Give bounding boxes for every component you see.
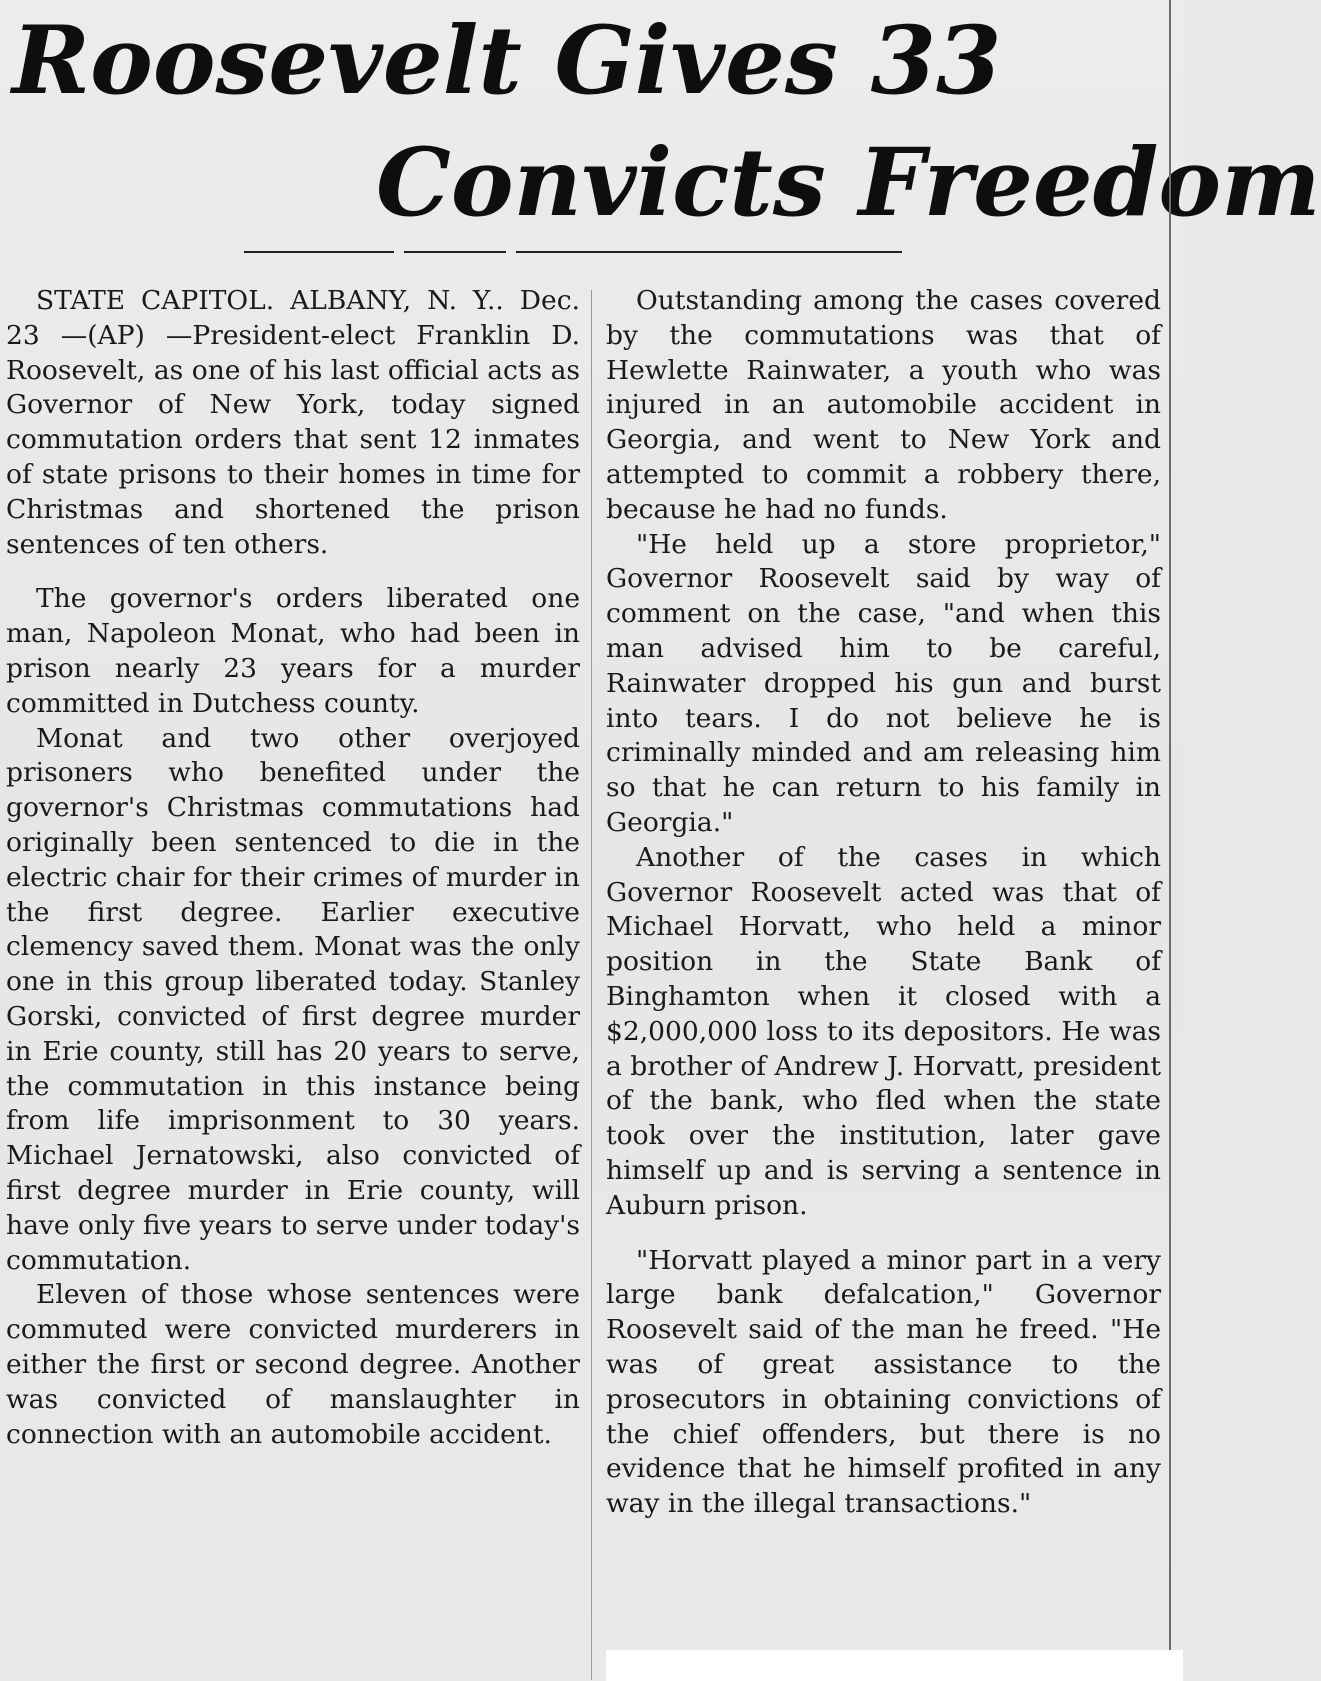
paragraph-dateline: STATE CAPITOL. ALBANY, N. Y.. Dec. 23 —(AP) —President-elect Franklin D. Roosevelt, as one of his last official acts as Governor of New York, today signed commutation orders that sent 12 inmates of state prisons to their homes in time for Christmas and shortened the prison sentences of ten others.	[6, 285, 580, 560]
headline	[12, 0, 1321, 244]
paragraph: Outstanding among the cases covered by the commutations was that of Hewlette Rainwater, a youth who was injured in an automobile accident in Georgia, and went to New York and attempted to commit a robbery there, because he had no funds.	[606, 285, 1161, 525]
paragraph: Eleven of those whose sentences were commuted were convicted murderers in either the first or second degree. Another was convicted of manslaughter in connection with an automobile accident.	[6, 1279, 580, 1450]
paragraph: Monat and two other overjoyed prisoners who benefited under the governor's Christmas commutations had originally been sentenced to die in the electric chair for their crimes of murder in the first degree. Earlier executive clemency saved them. Monat was the only one in this group liberated today. Stanley Gorski, convicted of first degree murder in Erie county, still has 20 years to serve, the commutation in this instance being from life imprisonment to 30 years. Michael Jernatowski, also convicted of first degree murder in Erie county, will have only five years to serve under today's commutation.	[6, 722, 580, 1276]
page-edge-rule	[1169, 0, 1171, 1681]
article-column-right	[606, 284, 1161, 1522]
headline-rule-right	[516, 251, 902, 253]
paragraph: The governor's orders liberated one man, Napoleon Monat, who had been in prison nearly 23 years for a murder committed in Dutchess county.	[6, 583, 580, 719]
paragraph: Another of the cases in which Governor Roosevelt acted was that of Michael Horvatt, who held a minor position in the State Bank of Binghamton when it closed with a $2,000,000 loss to its depositors. He was a brother of Andrew J. Horvatt, president of the bank, who fled when the state took over the institution, later gave himself up and is serving a sentence in Auburn prison.	[606, 841, 1161, 1221]
headline-rule-middle	[404, 251, 506, 253]
headline-line-2: Convicts Freedom	[376, 128, 1321, 238]
headline-rule-left	[244, 251, 394, 253]
blank-corner	[606, 1650, 1183, 1681]
paragraph: "Horvatt played a minor part in a very large bank defalcation," Governor Roosevelt said of the man he freed. "He was of great assistance to the prosecutors in obtaining convictions of the chief offenders, but there is no evidence that he himself profited in any way in the illegal transactions."	[606, 1244, 1161, 1520]
paragraph: "He held up a store proprietor," Governor Roosevelt said by way of comment on the case, "and when this man advised him to be careful, Rainwater dropped his gun and burst into tears. I do not believe he is criminally minded and am releasing him so that he can return to his family in Georgia."	[606, 528, 1161, 838]
column-divider	[591, 290, 592, 1680]
article-column-left	[6, 284, 580, 1452]
headline-line-1: Roosevelt Gives 33	[12, 6, 1002, 116]
